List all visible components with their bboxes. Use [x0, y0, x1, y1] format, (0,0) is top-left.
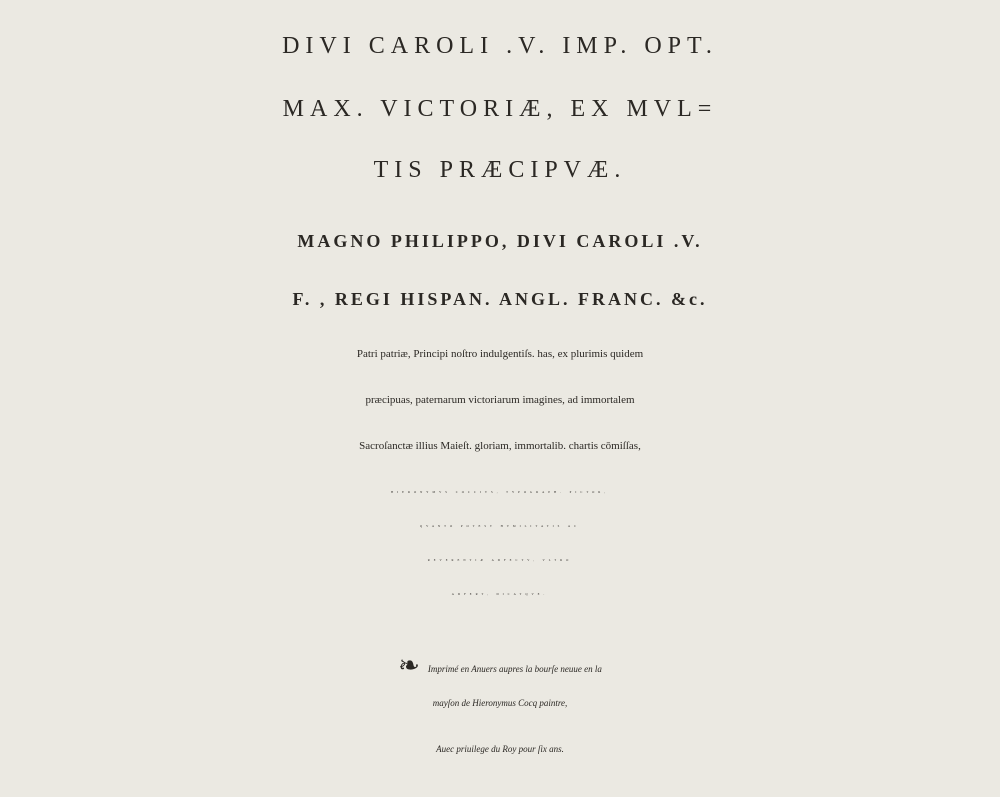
imprint-line-1 — [0, 651, 1000, 681]
author-line-4: ADFERT, DICATQVE. — [451, 592, 549, 596]
heading-line-2: MAX. VICTORIÆ, EX MVL= — [282, 96, 718, 122]
author-line-1: HIERONYMVS COCCIVS, TYPOGRAPH. PICTOR, — [390, 490, 610, 494]
author-line-2: QVANTO POTEST HVMILITATIS AC — [419, 524, 581, 528]
body-line-3: Sacroſanctæ illius Maieſt. gloriam, immortalib. chartis cōmiſſas, — [359, 440, 641, 452]
dedication-line-1: MAGNO PHILIPPO, DIVI CAROLI .V. — [297, 231, 703, 251]
dedication-line-2: F. , REGI HISPAN. ANGL. FRANC. &c. — [292, 289, 708, 309]
body-line-1: Patri patriæ, Principi noſtro indulgentiſs. has, ex plurimis quidem — [356, 348, 644, 360]
fleuron-icon: ❧ — [398, 651, 420, 680]
body-line-2: præcipuas, paternarum victoriarum imagines, ad immortalem — [365, 394, 635, 406]
imprint-line-2: mayſon de Hieronymus Cocq paintre, — [432, 698, 568, 708]
author-line-3: REVERENTIÆ ADFECTV, VLTRO — [427, 558, 573, 562]
heading-line-1: DIVI CAROLI .V. IMP. OPT. — [282, 33, 718, 59]
heading-line-3: TIS PRÆCIPVÆ. — [373, 157, 627, 183]
imprint-text-1: Imprimé en Anuers aupres la bourſe neuue en la — [427, 664, 602, 674]
imprint-line-3: Auec priuilege du Roy pour ſix ans. — [436, 744, 564, 754]
